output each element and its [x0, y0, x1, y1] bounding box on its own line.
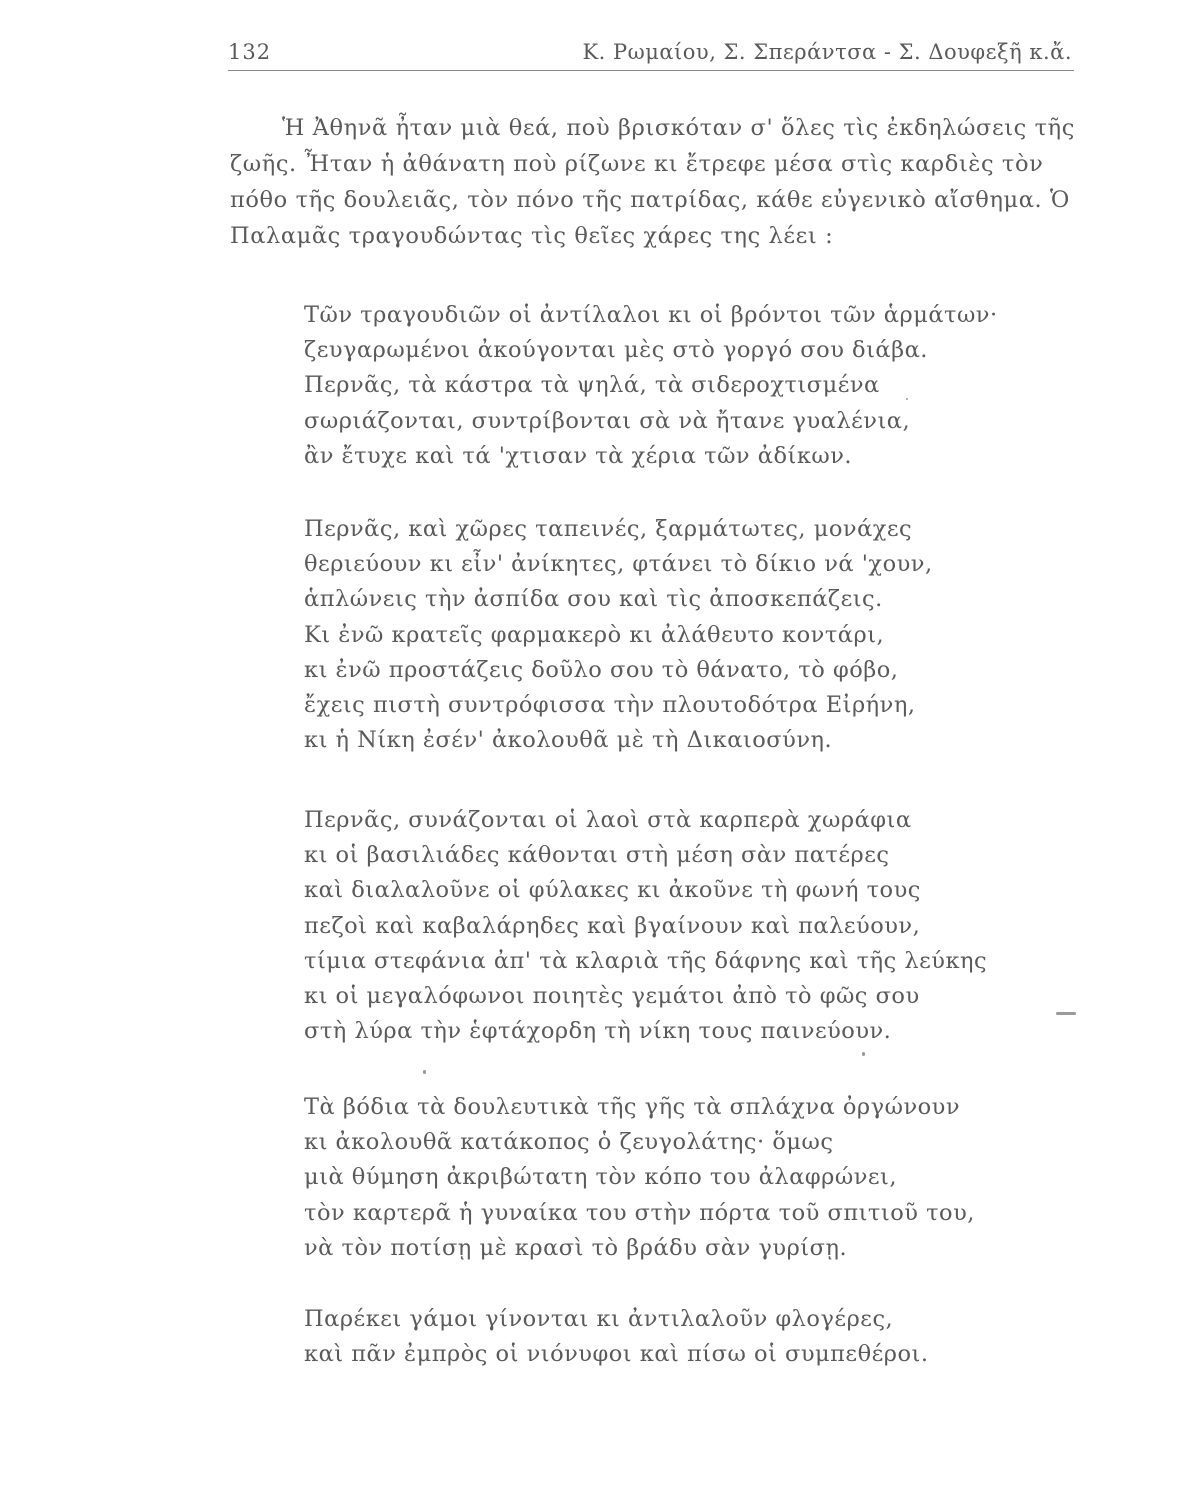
poem-line: κι οἱ βασιλιάδες κάθονται στὴ μέση σὰν πατέρες: [304, 842, 890, 869]
poem-line: νὰ τὸν ποτίσῃ μὲ κρασὶ τὸ βράδυ σὰν γυρίσῃ.: [304, 1234, 848, 1261]
scan-speck: [906, 398, 908, 400]
poem-line: πεζοὶ καὶ καβαλάρηδες καὶ βγαίνουν καὶ παλεύουν,: [304, 912, 921, 939]
poem-stanza-3: [304, 803, 1044, 1049]
poem-line: καὶ διαλαλοῦνε οἱ φύλακες κι ἀκοῦνε τὴ φωνή τους: [304, 877, 921, 904]
running-head: Κ. Ρωμαίου, Σ. Σπεράντσα - Σ. Δουφεξῆ κ.ἄ.: [582, 40, 1072, 64]
poem-stanza-1: [304, 298, 1044, 474]
poem-line: τίμια στεφάνια ἀπ' τὰ κλαριὰ τῆς δάφνης καὶ τῆς λεύκης: [304, 947, 988, 974]
poem-line: Τὰ βόδια τὰ δουλευτικὰ τῆς γῆς τὰ σπλάχνα ὀργώνουν: [304, 1094, 961, 1120]
poem-line: Τῶν τραγουδιῶν οἱ ἀντίλαλοι κι οἱ βρόντοι τῶν ἁρμάτων·: [304, 302, 998, 328]
poem-stanza-5: [304, 1302, 1044, 1372]
poem-line: στὴ λύρα τὴν ἑφτάχορδη τὴ νίκη τους παινεύουν.: [304, 1018, 892, 1045]
poem-line: ζευγαρωμένοι ἀκούγονται μὲς στὸ γοργό σου διάβα.: [304, 337, 928, 364]
poem-line: Κι ἐνῶ κρατεῖς φαρμακερὸ κι ἀλάθευτο κοντάρι,: [304, 621, 885, 648]
poem-line: Περνᾶς, καὶ χῶρες ταπεινές, ξαρμάτωτες, μονάχες: [304, 516, 913, 542]
page-number: 132: [228, 40, 272, 64]
poem-line: ἂν ἔτυχε καὶ τά 'χτισαν τὰ χέρια τῶν ἀδίκων.: [304, 442, 853, 469]
intro-paragraph: [230, 110, 1080, 254]
poem-line: μιὰ θύμηση ἀκριβώτατη τὸν κόπο του ἀλαφρώνει,: [304, 1164, 898, 1191]
poem-line: κι οἱ μεγαλόφωνοι ποιητὲς γεμάτοι ἀπὸ τὸ φῶς σου: [304, 983, 920, 1010]
intro-line: Παλαμᾶς τραγουδώντας τὶς θεῖες χάρες της λέει :: [230, 223, 834, 249]
poem-line: Περνᾶς, συνάζονται οἱ λαοὶ στὰ καρπερὰ χωράφια: [304, 807, 912, 833]
poem-line: καὶ πᾶν ἐμπρὸς οἱ νιόνυφοι καὶ πίσω οἱ συμπεθέροι.: [304, 1341, 929, 1368]
scan-speck: [423, 1070, 426, 1074]
poem-line: θεριεύουν κι εἶν' ἀνίκητες, φτάνει τὸ δίκιο νά 'χουν,: [304, 551, 933, 578]
poem-stanza-2: [304, 512, 1044, 758]
poem-line: τὸν καρτερᾶ ἡ γυναίκα του στὴν πόρτα τοῦ σπιτιοῦ του,: [304, 1199, 975, 1226]
poem-line: κι ἀκολουθᾶ κατάκοπος ὁ ζευγολάτης· ὅμως: [304, 1129, 834, 1156]
scan-speck: [862, 1052, 865, 1056]
poem-line: Παρέκει γάμοι γίνονται κι ἀντιλαλοῦν φλογέρες,: [304, 1306, 894, 1332]
poem-stanza-4: [304, 1090, 1044, 1266]
poem-line: κι ἐνῶ προστάζεις δοῦλο σου τὸ θάνατο, τὸ φόβο,: [304, 656, 899, 683]
intro-line: Ἡ Ἀθηνᾶ ἦταν μιὰ θεά, ποὺ βρισκόταν σ' ὅλες τὶς ἐκδηλώσεις τῆς: [282, 115, 1075, 141]
poem-line: ἁπλώνεις τὴν ἀσπίδα σου καὶ τὶς ἀποσκεπάζεις.: [304, 586, 883, 613]
page-header: [228, 36, 1074, 71]
poem-line: ἔχεις πιστὴ συντρόφισσα τὴν πλουτοδότρα Εἰρήνη,: [304, 692, 916, 719]
scan-speck: [1056, 1012, 1076, 1015]
intro-line: πόθο τῆς δουλειᾶς, τὸν πόνο τῆς πατρίδας, κάθε εὐγενικὸ αἴσθημα. Ὁ: [230, 187, 1070, 213]
intro-line: ζωῆς. Ἦταν ἡ ἀθάνατη ποὺ ρίζωνε κι ἔτρεφε μέσα στὶς καρδιὲς τὸν: [230, 151, 1044, 177]
poem-line: Περνᾶς, τὰ κάστρα τὰ ψηλά, τὰ σιδεροχτισμένα: [304, 372, 880, 399]
poem-line: κι ἡ Νίκη ἐσέν' ἀκολουθᾶ μὲ τὴ Δικαιοσύνη.: [304, 727, 833, 754]
poem-line: σωριάζονται, συντρίβονται σὰ νὰ ἤτανε γυαλένια,: [304, 407, 911, 434]
